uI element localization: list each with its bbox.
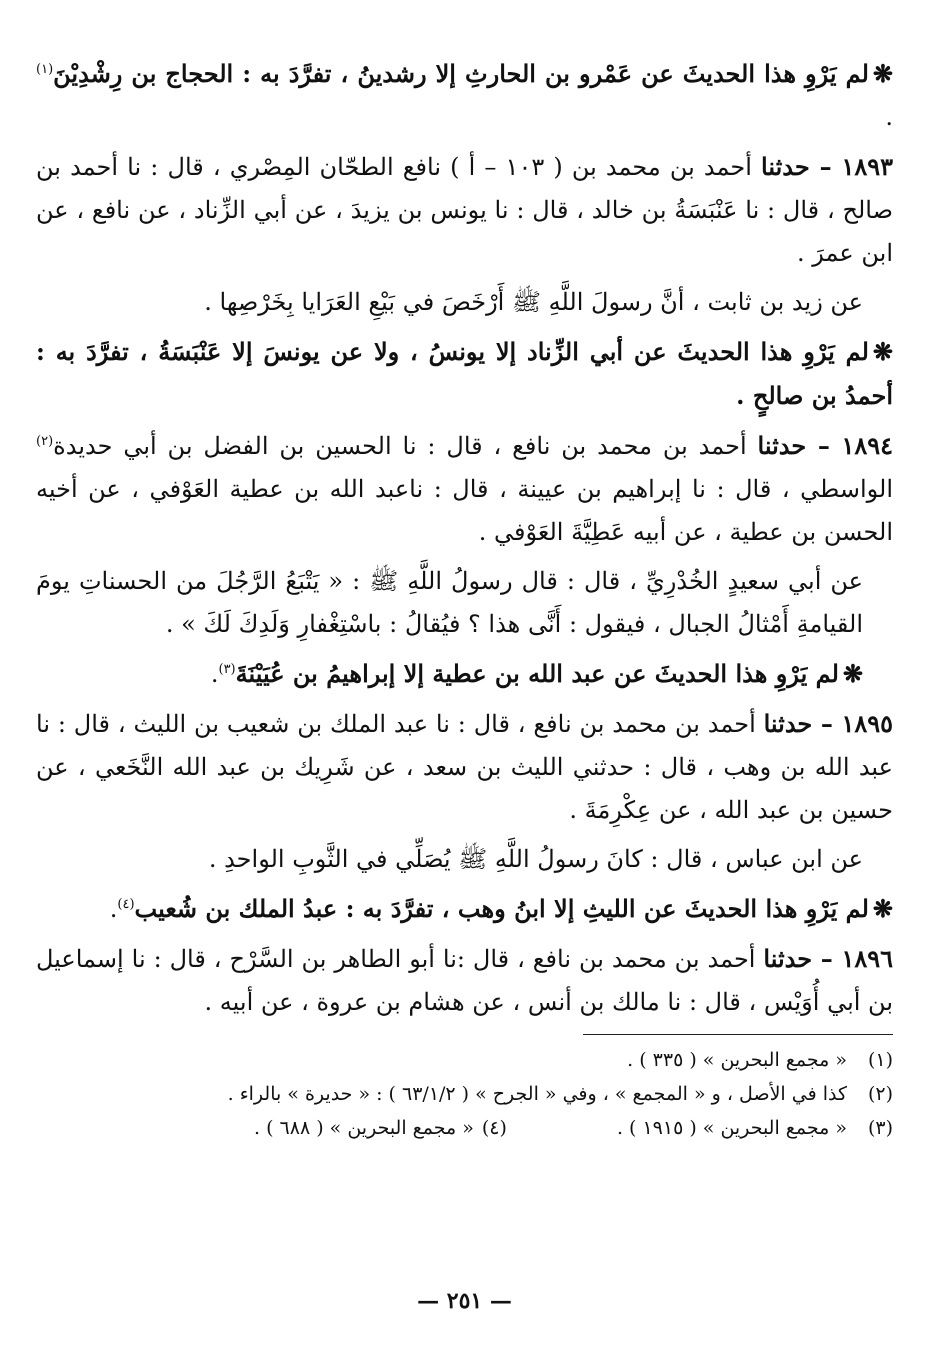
footnote-text: « مجمع البحرين » ( ٦٨٨ ) .	[254, 1117, 474, 1139]
note-tail: .	[885, 103, 893, 131]
hadith-dash: –	[812, 944, 842, 973]
footnote-ref: (٤)	[117, 897, 135, 912]
footnote-divider	[583, 1034, 893, 1035]
isnad-text-a: أحمد بن محمد بن نافع ، قال : نا الحسين بن الفضل بن أبي حديدة	[53, 432, 758, 460]
footnote-3	[617, 1111, 893, 1145]
footnote-3-4	[36, 1111, 893, 1145]
note-text: لم يَرْوِ هذا الحديثَ عن عبد الله بن عطية إلا إبراهيمُ بن عُيَيْنَةَ	[235, 659, 839, 688]
note-text: لم يَرْوِ هذا الحديثَ عن أبي الزِّناد إلا يونسُ ، ولا عن يونسَ إلا عَنْبَسَةُ ، تفرَّدَ به : أحمدُ بن صالحٍ .	[36, 337, 893, 410]
footnote-text: « مجمع البحرين » ( ٣٣٥ ) .	[627, 1049, 847, 1071]
asterisk-icon: ❋	[872, 894, 893, 923]
hadith-lead: حدثنا	[763, 944, 813, 973]
hadith-number: ١٨٩٤	[841, 431, 894, 460]
isnad-text: أحمد بن محمد بن نافع ، قال :نا أبو الطاهر بن السَّرْح ، قال : نا إسماعيل بن أبي أُوَيْس ، قال : نا مالك بن أنس ، عن هشام بن عروة ، عن أبيه .	[36, 945, 893, 1016]
hadith-number: ١٨٩٦	[841, 944, 893, 973]
main-text	[36, 52, 893, 1024]
footnotes	[36, 1043, 893, 1145]
hadith-1893-note	[36, 330, 893, 418]
footnote-ref: (١)	[36, 62, 54, 77]
hadith-dash: –	[806, 431, 842, 460]
hadith-lead: حدثنا	[761, 152, 810, 181]
note-text: لم يَرْوِ هذا الحديثَ عن عَمْرو بن الحارثِ إلا رشدينُ ، تفرَّدَ به : الحجاج بن رِشْدِيْنَ	[53, 59, 869, 88]
note-text: لم يَرْوِ هذا الحديثَ عن الليثِ إلا ابنُ وهب ، تفرَّدَ به : عبدُ الملك بن شُعيب	[134, 894, 869, 923]
hadith-1894-matn: عن أبي سعيدٍ الخُدْرِيِّ ، قال : قال رسولُ اللَّهِ ﷺ : « يَتْبَعُ الرَّجُلَ من الحسناتِ يومَ القيامةِ أَمْثالُ الجبال ، فيقول : أَنَّى هذا ؟ فيُقالُ : باسْتِغْفارِ وَلَدِكَ لَكَ » .	[36, 567, 863, 638]
hadith-1893-matn: عن زيد بن ثابت ، أنَّ رسولَ اللَّهِ ﷺ أَرْخَصَ في بَيْعِ العَرَايا بِخَرْصِها .	[204, 288, 863, 316]
isnad-text: أحمد بن محمد بن نافع ، قال : نا عبد الملك بن شعيب بن الليث ، قال : نا عبد الله بن وهب ، قال : حدثني الليث بن سعد ، عن شَرِيك بن عبد الله النَّخَعي ، عن حسين بن عبد الله ، عن عِكْرِمَةَ .	[36, 710, 893, 824]
hadith-lead: حدثنا	[763, 709, 813, 738]
isnad-text-b: الواسطي ، قال : نا إبراهيم بن عيينة ، قال : ناعبد الله بن عطية العَوْفي ، عن أخيه الحسن بن عطية ، عن أبيه عَطِيَّةَ العَوْفي .	[36, 475, 893, 546]
hadith-dash: –	[812, 709, 842, 738]
asterisk-icon: ❋	[872, 59, 893, 88]
footnote-mark: (٢)	[867, 1083, 893, 1105]
note-tail: .	[210, 660, 219, 688]
footnote-text: « مجمع البحرين » ( ١٩١٥ ) .	[616, 1117, 847, 1139]
hadith-1896-isnad	[36, 937, 893, 1024]
footnote-4	[254, 1111, 507, 1145]
hadith-number: ١٨٩٥	[841, 709, 893, 738]
hadith-1895-matn: عن ابن عباس ، قال : كانَ رسولُ اللَّهِ ﷺ يُصَلِّي في الثَّوبِ الواحدِ .	[208, 845, 863, 873]
footnote-mark: (٤)	[481, 1117, 507, 1139]
hadith-1894-isnad	[36, 424, 893, 554]
asterisk-icon: ❋	[872, 337, 893, 366]
page-number: — ٢٥١ —	[417, 1288, 512, 1314]
hadith-lead: حدثنا	[757, 431, 807, 460]
note-paragraph	[36, 52, 893, 139]
footnote-mark: (١)	[867, 1049, 893, 1071]
hadith-dash: –	[809, 152, 842, 181]
hadith-1895-note	[36, 887, 893, 931]
footnote-ref: (٢)	[36, 434, 54, 449]
footnote-mark: (٣)	[867, 1117, 893, 1139]
hadith-1894-note	[36, 652, 893, 696]
footnote-1	[36, 1043, 893, 1077]
hadith-1893-isnad	[36, 145, 893, 275]
isnad-text: أحمد بن محمد بن ( ١٠٣ – أ ) نافع الطحّان المِصْري ، قال : نا أحمد بن صالح ، قال : نا عَنْبَسَةُ بن خالد ، قال : نا يونس بن يزيدَ ، عن أبي الزِّناد ، عن نافع ، عن ابن عمرَ .	[36, 153, 893, 267]
hadith-number: ١٨٩٣	[841, 152, 893, 181]
asterisk-icon: ❋	[842, 659, 863, 688]
hadith-1895-isnad	[36, 702, 893, 832]
footnote-text: كذا في الأصل ، و « المجمع » ، وفي « الجرح » ( ٦٣/١/٢ ) : « حديرة » بالراء .	[227, 1083, 847, 1105]
footnote-ref: (٣)	[218, 662, 236, 677]
note-tail: .	[109, 895, 118, 923]
footnote-2	[36, 1077, 893, 1111]
